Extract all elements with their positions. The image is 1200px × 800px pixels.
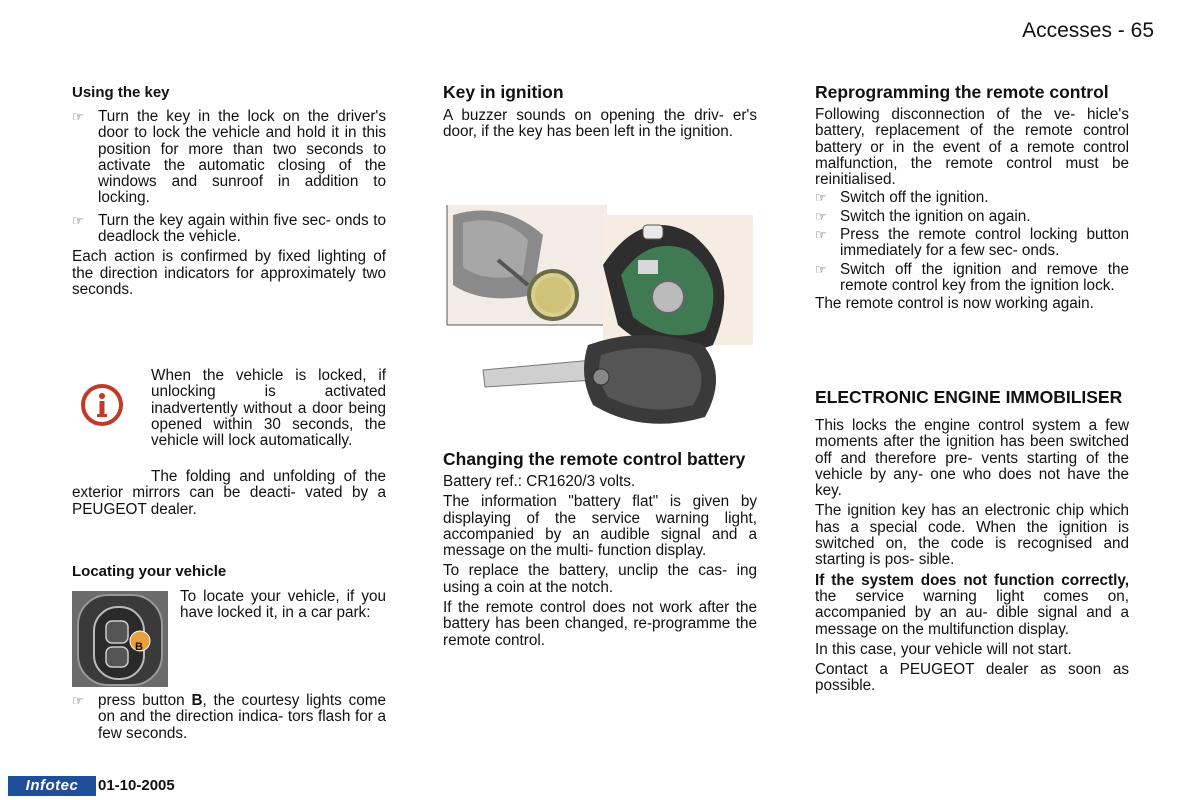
paragraph: The ignition key has an electronic chip which has a special code. When the ignition is switched on, the code is recognised and starting is pos- sible. xyxy=(815,502,1129,569)
bullet-text: Turn the key in the lock on the driver's door to lock the vehicle and hold it in this position for more than two seconds to activate the automatic closing of the windows and sunroof in addition to locking. xyxy=(98,108,386,207)
bullet-prefix: press button xyxy=(98,692,192,709)
battery-ref: Battery ref.: CR1620/3 volts. xyxy=(443,473,636,490)
paragraph: Contact a PEUGEOT dealer as soon as possible. xyxy=(815,661,1129,695)
bullet-text: Press the remote control locking button immediately for a few sec- onds. xyxy=(840,226,1129,260)
pointing-hand-icon: ☞ xyxy=(72,693,84,708)
list-item xyxy=(815,227,1129,260)
remote-key-illustration xyxy=(443,205,757,440)
remote-control-image xyxy=(72,591,168,687)
heading-using-key: Using the key xyxy=(72,84,170,101)
pointing-hand-icon: ☞ xyxy=(815,208,827,224)
bold-lead: If the system does not function correctly, xyxy=(815,571,1129,589)
bullet-suffix: , the courtesy lights come on and the direction indica- tors flash for a few seconds. xyxy=(98,692,386,742)
paragraph: To replace the battery, unclip the cas- ing using a coin at the notch. xyxy=(443,562,757,596)
pointing-hand-icon: ☞ xyxy=(72,109,84,124)
pointing-hand-icon: ☞ xyxy=(815,190,827,206)
bullet-text: Switch the ignition on again. xyxy=(840,207,1031,225)
paragraph: A buzzer sounds on opening the driv- er's door, if the key has been left in the ignition. xyxy=(443,107,757,141)
heading-battery: Changing the remote control battery xyxy=(443,449,746,469)
footer-date: 01-10-2005 xyxy=(98,777,175,794)
locating-intro-wrap xyxy=(180,589,386,622)
bullet-text: Switch off the ignition. xyxy=(840,189,989,207)
list-item xyxy=(815,209,1129,225)
page-header-title: Accesses - 65 xyxy=(1022,19,1154,42)
locating-bullet-wrap xyxy=(72,693,386,742)
list-item xyxy=(72,213,386,246)
info-box-text-2-wrap xyxy=(72,469,386,518)
paragraph: In this case, your vehicle will not start. xyxy=(815,640,1072,658)
info-box-text xyxy=(151,368,386,449)
info-text-1: When the vehicle is locked, if unlocking is activated inadvertently without a door being opened within 30 seconds, the vehicle will lock automatically. xyxy=(151,367,386,450)
list-item xyxy=(72,693,386,742)
info-icon xyxy=(80,383,124,427)
section-reprogramming xyxy=(815,83,1129,313)
section-battery xyxy=(443,450,757,649)
bullet-bold-b: B xyxy=(191,692,203,709)
paragraph: This locks the engine control system a few moments after the ignition has been switched off and therefore pre- vents starting of the vehicle by any- one who does not have the key. xyxy=(815,417,1129,500)
section-immobiliser xyxy=(815,388,1129,695)
paragraph: If the remote control does not work after the battery has been changed, re-programme the remote control. xyxy=(443,599,757,649)
list-item xyxy=(72,109,386,207)
list-item xyxy=(815,190,1129,206)
heading-locating: Locating your vehicle xyxy=(72,563,227,580)
paragraph: The remote control is now working again. xyxy=(815,295,1094,313)
heading-immobiliser: ELECTRONIC ENGINE IMMOBILISER xyxy=(815,387,1123,407)
remote-button-b-label: B xyxy=(135,641,143,653)
bullet-text: Switch off the ignition and remove the remote control key from the ignition lock. xyxy=(840,260,1129,294)
pointing-hand-icon: ☞ xyxy=(815,227,827,243)
paragraph xyxy=(815,573,1129,638)
bullet-text: Turn the key again within five sec- onds to deadlock the vehicle. xyxy=(98,211,386,246)
section-using-key xyxy=(72,84,386,298)
heading-reprogramming: Reprogramming the remote control xyxy=(815,82,1109,102)
pointing-hand-icon: ☞ xyxy=(72,212,84,228)
section-locating xyxy=(72,563,386,580)
paragraph-rest: the service warning light comes on, accompanied by an au- dible signal and a message on the multifunction display. xyxy=(815,587,1129,638)
locating-intro: To locate your vehicle, if you have locked it, in a car park: xyxy=(180,588,386,622)
section-key-ignition xyxy=(443,83,757,141)
paragraph: The information "battery flat" is given by displaying of the service warning light, accompanied by an audible signal and a message on the multi- function display. xyxy=(443,493,757,560)
paragraph: Following disconnection of the ve- hicle's battery, replacement of the remote control battery or in the event of a remote control malfunction, the remote control must be reinitialised. xyxy=(815,106,1129,189)
info-text-2: The folding and unfolding of the exterior mirrors can be deacti- vated by a PEUGEOT dealer. xyxy=(72,468,386,518)
infotec-logo: Infotec xyxy=(8,776,96,796)
paragraph: Each action is confirmed by fixed lighting of the direction indicators for approximately two seconds. xyxy=(72,248,386,298)
list-item xyxy=(815,262,1129,295)
heading-key-ignition: Key in ignition xyxy=(443,82,564,102)
pointing-hand-icon: ☞ xyxy=(815,261,827,277)
